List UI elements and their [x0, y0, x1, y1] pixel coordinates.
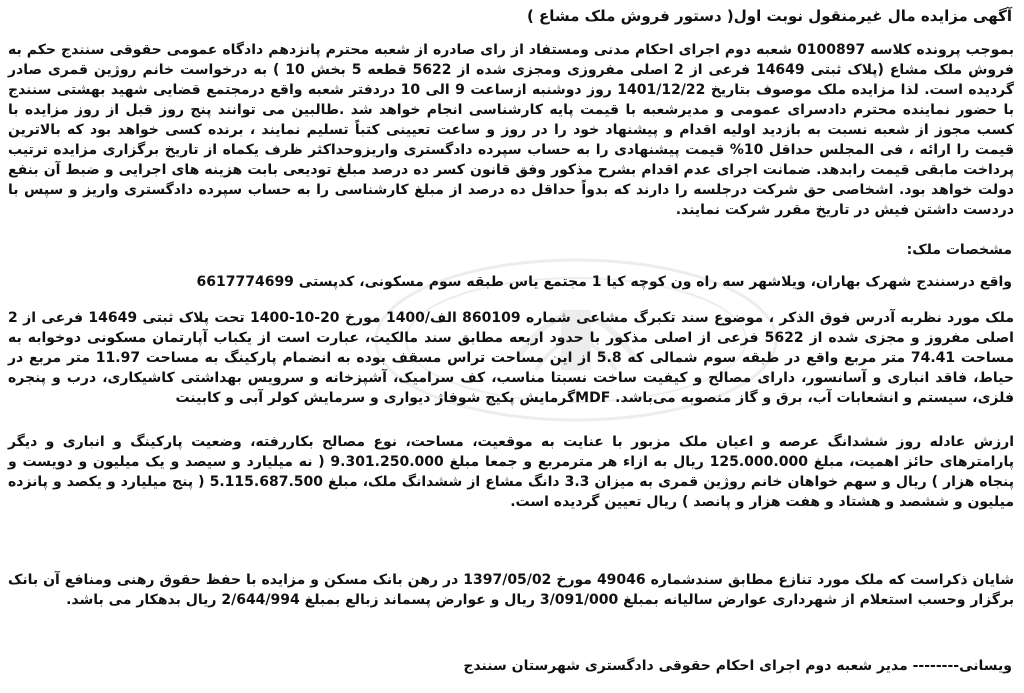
- mortgage-note-paragraph: شایان ذکراست که ملک مورد تنازع مطابق سندشماره 49046 مورخ 1397/05/02 در رهن بانک مسکن و مزایده با حفظ حقوق رهنی ومنافع آن بانک برگزار وحسب استعلام از شهرداری عوارض سالیانه بمبلغ 3/091/000 ریال و عوارض پسماند زبالع بمبلغ 2/644/994 ریال بدهکار می باشد.: [8, 572, 1014, 608]
- property-description-paragraph: ملک مورد نظربه آدرس فوق الذکر ، موضوع سند تکبرگ مشاعی شماره 860109 الف/1400 مورخ 20-10-1400 تحت پلاک ثبتی 14649 فرعی از 2 اصلی مفروز و مجزی شده از 5622 فرعی از اصلی مذکور با حدود اربعه مطابق سند مالکیت، عبارت است از یکباب آپارتمان مسکونی دوخوابه به مساحت 74.41 متر مربع واقع در طبقه سوم شمالی که 5.8 از این مساحت تراس مسقف بوده به انضمام پارکینگ به مساحت 11.97 متر مربع در حیاط، فاقد انباری و آسانسور، دارای مصالح و کیفیت ساخت نسبتا مناسب، کف سرامیک، آشپزخانه و سرویس بهداشتی کاشیکاری، درب و پنجره فلزی، سیستم و انشعابات آب، برق و گاز منصوبه می‌باشد. MDFگرمایش پکیج شوفاژ دیواری و سرمایش کولر آبی و کابینت: [8, 310, 1014, 406]
- notice-main-paragraph: بموجب پرونده کلاسه 0100897 شعبه دوم اجرای احکام مدنی ومستفاد از رای صادره از شعبه محترم پانزدهم دادگاه عمومی حقوقی سنندج حکم به فروش ملک مشاع (پلاک ثبتی 14649 فرعی از 2 اصلی مفروزی ومجزی شده از 5622 قطعه 5 بخش 10 ) به درخواست خانم روژین قمری صادر گردیده است. لذا مزایده ملک موصوف بتاریخ 1401/12/22 روز دوشنبه ازساعت 9 الی 10 دردفتر شعبه واقع درمجتمع قضایی شهید بهشتی سنندج با حضور نماینده محترم دادسرای عمومی و مدیرشعبه با قیمت پایه کارشناسی انجام خواهد شد .طالبین می توانند پنج روز قبل از روز مزایده با کسب مجوز از شعبه نسبت به بازدید اولیه اقدام و پیشنهاد خود را در روز و ساعت تعیینی کتباً تسلیم نمایند ، برنده کسی خواهد بود که بالاترین قیمت را ارائه ، فی المجلس حداقل 10% قیمت پیشنهادی را به حساب سپرده دادگستری واریزوحداکثر ظرف یکماه از تاریخ برگزاری مزایده ترتیب پرداخت مابقی قیمت رابدهد. ضمانت اجرای عدم اقدام بشرح مذکور وفق قانون کسر ده درصد مبلغ تودیعی بابت هزینه های اجرایی و ضبط آن بنفع دولت خواهد بود. اشخاصی حق شرکت درجلسه را دارند که بدواً حداقل ده درصد از مبلغ کارشناسی را به حساب سپرده دادگستری واریز و سپس با دردست داشتن فیش در تاریخ مقرر شرکت نمایند.: [8, 42, 1015, 218]
- signature-line: ویسانی-------- مدیر شعبه دوم اجرای احکام حقوقی دادگستری شهرستان سنندج: [463, 658, 1012, 674]
- property-valuation-paragraph: ارزش عادله روز ششدانگ عرصه و اعیان ملک مزبور با عنایت به موقعیت، مساحت، نوع مصالح بکاررفته، وضعیت پارکینگ و انباری و دیگر پارامترهای حائز اهمیت، مبلغ 125.000.000 ریال به ازاء هر مترمربع و جمعا مبلغ 9.301.250.000 ( نه میلیارد و سیصد و یک میلیون و دویست و پنجاه هزار ) ریال و سهم خواهان خانم روژین قمری به میزان 3.3 دانگ مشاع از ششدانگ ملک، مبلغ 5.115.687.500 ( پنج میلیارد و یکصد و پانزده میلیون و ششصد و هشتاد و هفت هزار و پانصد ) ریال تعیین گردیده است.: [8, 434, 1014, 510]
- property-location: واقع درسنندج شهرک بهاران، ویلاشهر سه راه ون کوچه کیا 1 مجتمع یاس طبقه سوم مسکونی، کدپستی 6617774699: [196, 274, 1012, 290]
- notice-title: آگهی مزایده مال غیرمنقول نوبت اول( دستور فروش ملک مشاع ): [526, 7, 1012, 25]
- property-specs-heading: مشخصات ملک:: [906, 242, 1012, 258]
- auction-notice-document: [6, 0, 1016, 693]
